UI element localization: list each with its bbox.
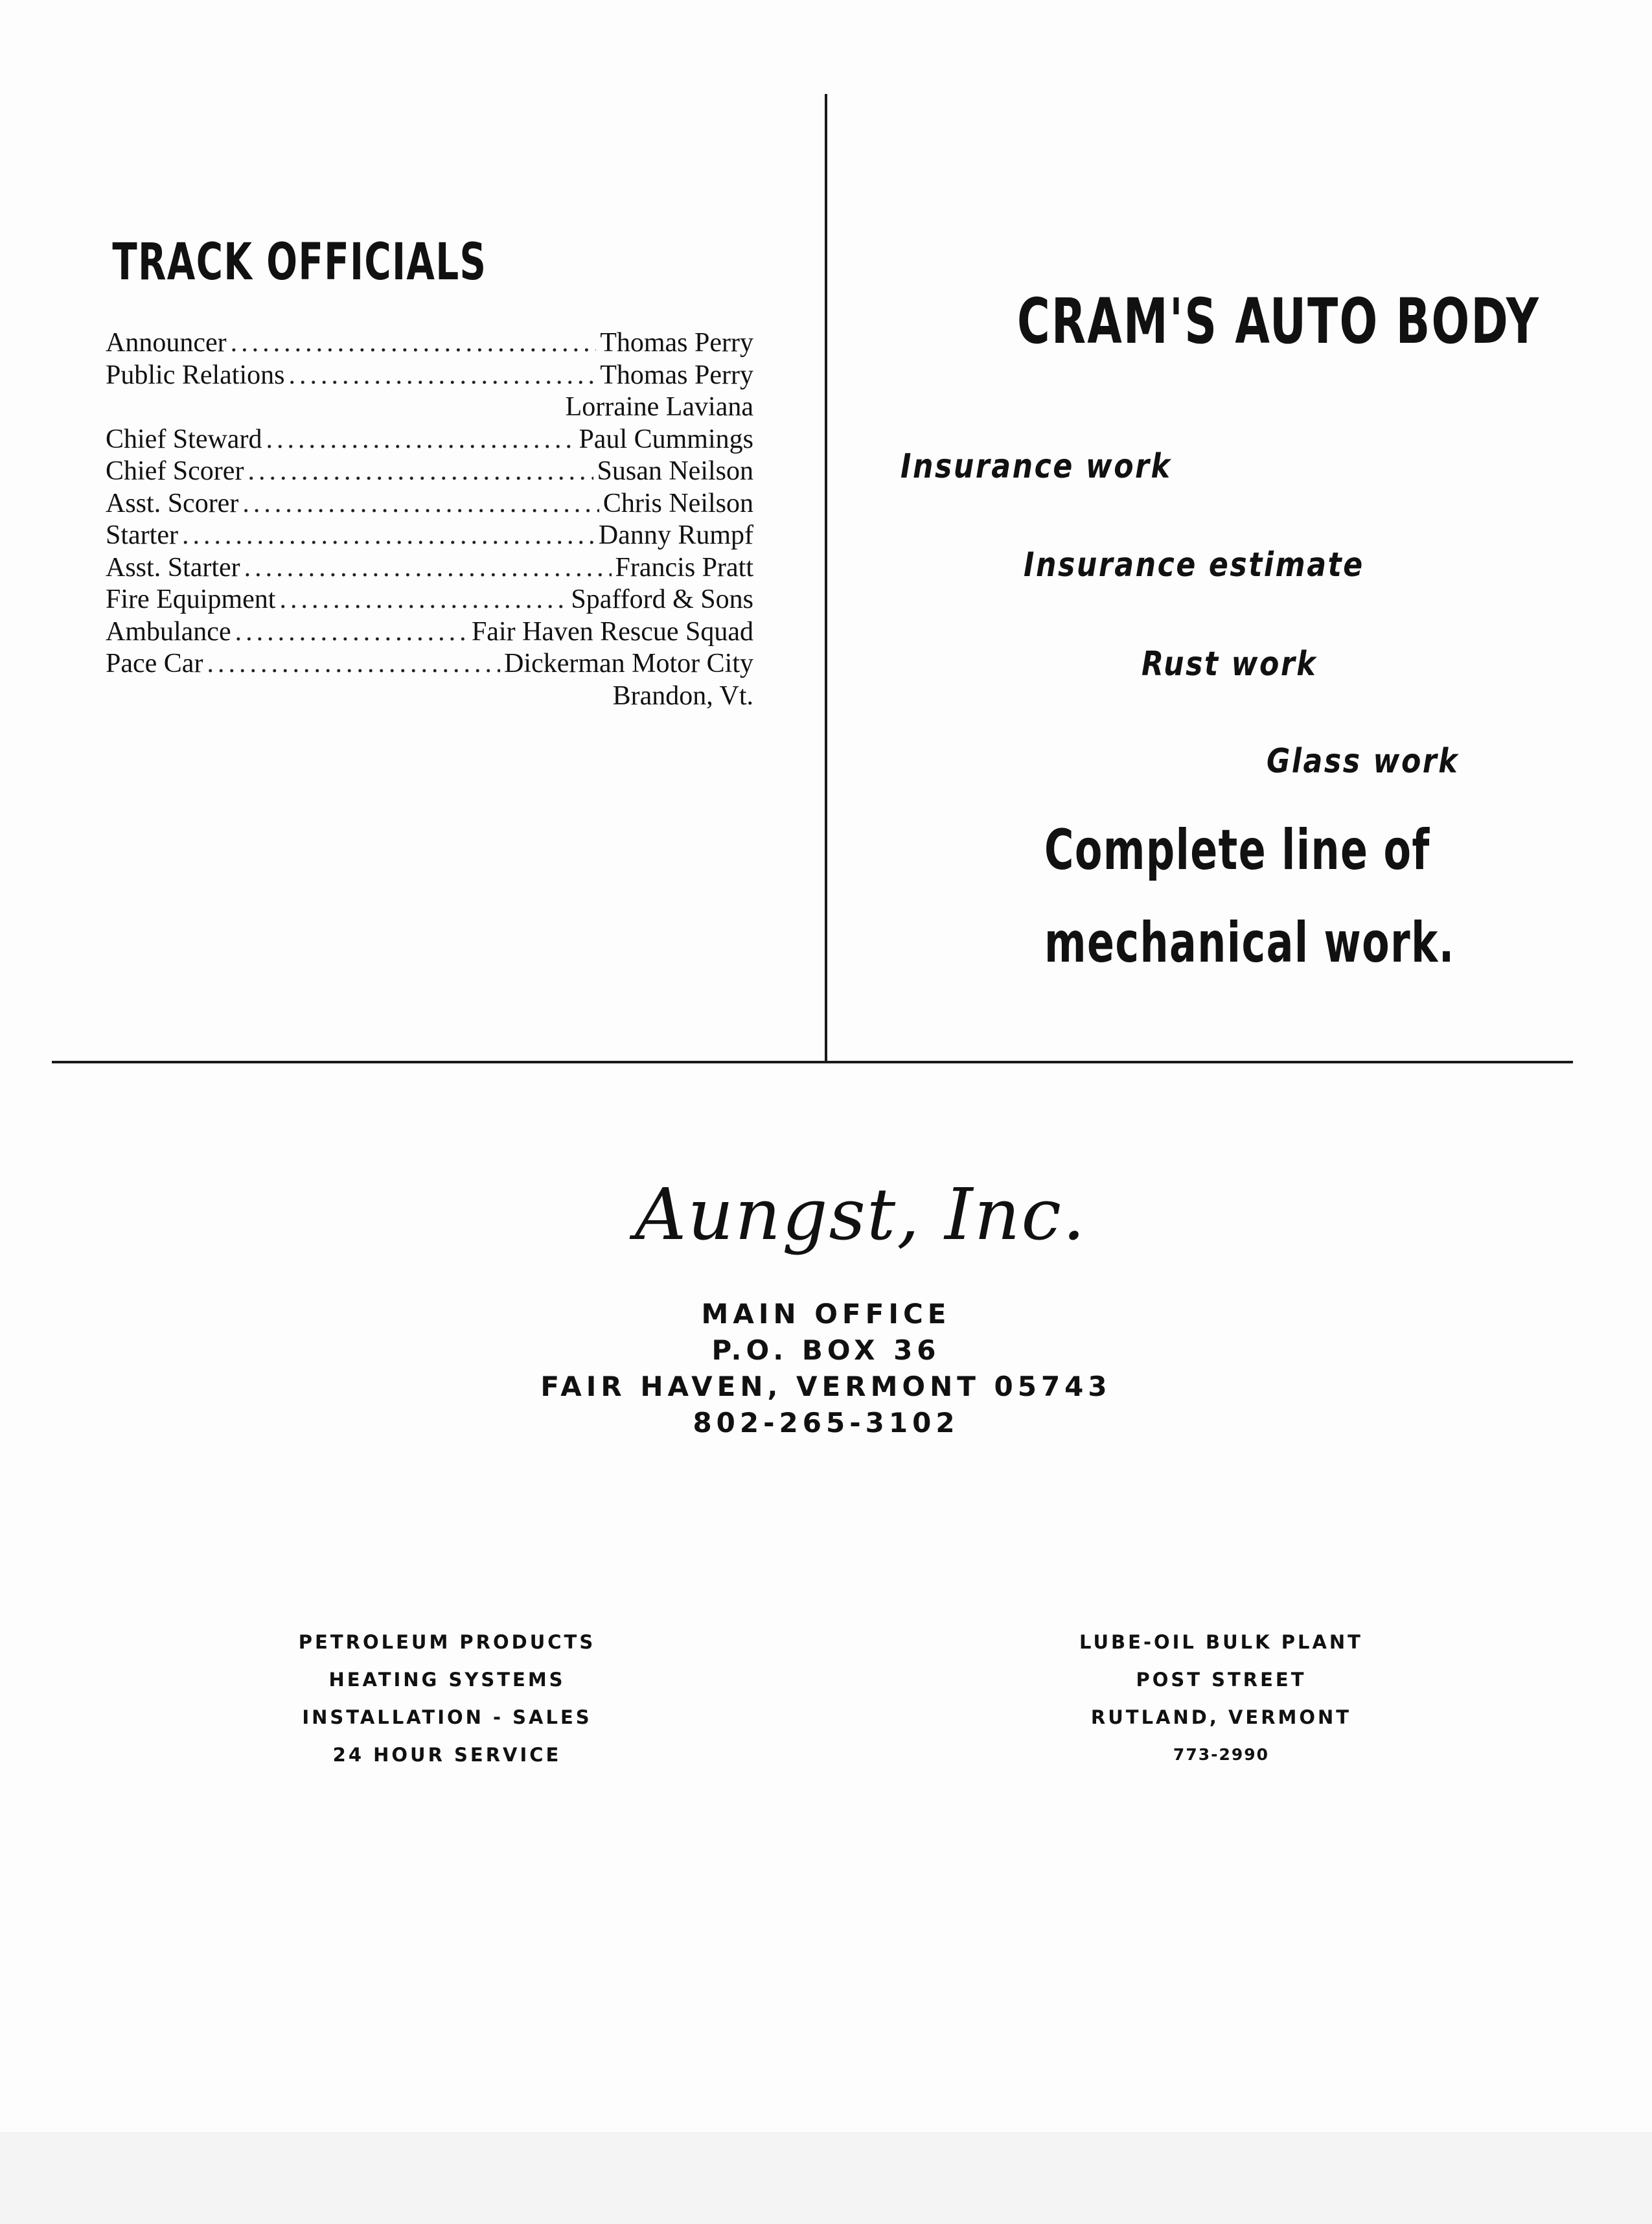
- official-row: [106, 327, 753, 360]
- official-row: [106, 584, 753, 616]
- crams-service-item: Insurance estimate: [1024, 546, 1364, 585]
- official-role: Pace Car: [106, 649, 203, 678]
- crams-closing-line: mechanical work.: [1044, 910, 1455, 975]
- official-name: Francis Pratt: [615, 552, 753, 583]
- official-role: Asst. Starter: [106, 552, 240, 583]
- leader-dots: [266, 424, 575, 456]
- official-name: Thomas Perry: [600, 328, 753, 358]
- vertical-divider: [825, 94, 827, 1063]
- official-row: [106, 552, 753, 585]
- official-name-continued: Brandon, Vt.: [612, 680, 753, 711]
- official-name: Chris Neilson: [602, 488, 753, 518]
- plant-line: RUTLAND, VERMONT: [1090, 1706, 1352, 1728]
- main-office-line: P.O. BOX 36: [711, 1334, 941, 1366]
- official-role: Announcer: [106, 328, 227, 358]
- official-row: [106, 360, 753, 392]
- track-officials-title: TRACK OFFICIALS: [112, 233, 487, 292]
- official-role: Ambulance: [106, 616, 231, 647]
- crams-service-item: Glass work: [1267, 742, 1460, 781]
- service-line: 24 HOUR SERVICE: [332, 1744, 562, 1766]
- main-office-line: MAIN OFFICE: [701, 1298, 951, 1330]
- aungst-plant-column: [1011, 1623, 1432, 1774]
- crams-service-item: Insurance work: [901, 447, 1172, 486]
- official-row: [106, 616, 753, 649]
- track-officials-list: [106, 327, 753, 712]
- official-role: Starter: [106, 520, 178, 550]
- official-row: [106, 648, 753, 680]
- official-row: [106, 456, 753, 488]
- service-line: INSTALLATION - SALES: [302, 1706, 592, 1728]
- main-office-line: FAIR HAVEN, VERMONT 05743: [540, 1371, 1112, 1402]
- plant-phone: 773-2990: [1173, 1745, 1270, 1764]
- leader-dots: [231, 327, 597, 360]
- official-role: Chief Scorer: [106, 456, 244, 486]
- official-name: Fair Haven Rescue Squad: [471, 616, 753, 647]
- official-role: Chief Steward: [106, 424, 262, 454]
- official-name: Dickerman Motor City: [504, 649, 753, 678]
- leader-dots: [235, 616, 468, 649]
- plant-line: POST STREET: [1136, 1669, 1307, 1691]
- leader-dots: [289, 360, 597, 392]
- official-row: [106, 488, 753, 520]
- scan-edge: [0, 2132, 1652, 2224]
- leader-dots: [247, 456, 593, 488]
- official-name: Susan Neilson: [597, 456, 753, 486]
- official-row: [106, 520, 753, 552]
- aungst-main-office: [453, 1296, 1199, 1441]
- official-name: Paul Cummings: [579, 424, 753, 454]
- official-name: Danny Rumpf: [598, 520, 753, 550]
- official-name: Spafford & Sons: [571, 585, 753, 614]
- official-name-continued: Lorraine Laviana: [565, 392, 753, 422]
- crams-service-item: Rust work: [1141, 645, 1318, 684]
- crams-closing-line: Complete line of: [1044, 818, 1430, 883]
- official-role: Public Relations: [106, 360, 285, 390]
- official-role: Fire Equipment: [106, 585, 276, 614]
- leader-dots: [279, 584, 567, 616]
- official-role: Asst. Scorer: [106, 488, 239, 518]
- leader-dots: [182, 520, 595, 552]
- leader-dots: [242, 488, 599, 520]
- leader-dots: [244, 552, 612, 585]
- service-line: HEATING SYSTEMS: [328, 1669, 566, 1691]
- plant-line: LUBE-OIL BULK PLANT: [1079, 1631, 1363, 1653]
- aungst-services-column: [220, 1623, 674, 1774]
- official-row: [106, 424, 753, 456]
- service-line: PETROLEUM PRODUCTS: [298, 1631, 596, 1653]
- crams-ad-title: CRAM'S AUTO BODY: [1017, 285, 1541, 358]
- leader-dots: [207, 648, 500, 680]
- main-office-line: 802-265-3102: [693, 1407, 959, 1439]
- aungst-logo: Aungst, Inc.: [635, 1173, 1086, 1256]
- horizontal-divider: [52, 1061, 1573, 1063]
- official-name: Thomas Perry: [600, 360, 753, 390]
